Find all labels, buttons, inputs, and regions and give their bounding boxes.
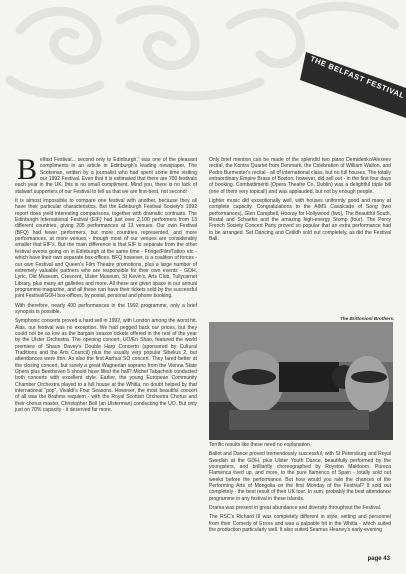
dropcap-letter: B bbox=[17, 153, 38, 186]
paragraph-2: It is almost impossible to compare one festival with another, because they all have their particular characteristics. But the Edinburgh Festival Society's 1992 report does yield interesting comparisons, together with dramatic contrasts. The Edinburgh International Festival (EIF) had just over 2,100 performers from 13 different countries, giving 205 performances at 13 venues. Our own Festival (BFQ) had fewer performers, but more countries represented, and more performances, at more venues - though most of our venues are considerably smaller that EIF's. But the main difference is that EIF is separate from the other festival events going on in Edinburgh at the same time - Fringe/Film/Tattoo etc - which have their own separate box-offices. BFQ however, is a coalition of forces - our own Festival and Queen's Film Theatre promotions, plus a large number of extremely valuable partners who are responsible for their own events - GOH, Lyric, Old Museum, Crescent, Ulster Museum, St Kevin's, Arts Club, Tullycarnet Library, plus many art galleries and more. All these are given space in our annual programme-magazine, and all these can have their tickets sold by the successful joint Festival/GOH box-offices, by postal, personal and phone booking. bbox=[15, 198, 197, 300]
photo-illustration bbox=[209, 322, 393, 440]
paragraph-9: Drama was present in great abundance and diversity throughout the Festival. bbox=[209, 505, 382, 512]
paragraph-6: Lighter music did exceptionally well, with houses uniformly good and many at complete capacity. Congratulations to the AIMS Cavalcade of Song (two performances), Glen Campbell, Hooray for Hollywood (two), The Beautiful South, Rostal and Schaefer and the amazing high-energy Stomp (four). The Percy French Society Concert Party proved so popular that an extra performance had to be arranged. Set Dancing and Ceilidh sold out completely, as did the Festival Ball. bbox=[209, 198, 391, 243]
performers-photo bbox=[209, 322, 393, 440]
paragraph-3: With therefore, nearly 400 performances in the 1992 programme, only a brief synopsis is possible. bbox=[15, 302, 197, 315]
left-text-column bbox=[15, 153, 197, 416]
right-text-column bbox=[209, 157, 391, 245]
right-text-column-lower bbox=[209, 442, 391, 536]
paragraph-1-text: elfast Festival... second only to Edinburgh.” was one of the pleasant compliments in an article in Edinburgh's leading newspaper, The Scotsman, written by a journalist who had spent some time visiting our 1992 Festival. Even that it is estimated that there are 700 festivals each year in the UK, this is no small compliment. Mind you, there is no lack of stalwart supporters of our Festival to tell us that we are first-best, not second! bbox=[15, 157, 197, 195]
paragraph-8: Ballet and Dance proved tremendously successful, with St Petersburg and Royal Swedish at the GOH, plus Ulster Youth Dance, beautifully performed by the youngsters, and brilliantly choreographed by Royston Maldoom. Pureza Flamenca lived up, and more, to the pure flamenco of Spain - totally sold out weeks before the performance. But how would you rate the chances of the Performing Arts of Mongolia on the first Monday of the Festival? It sold out completely - the best result of their UK tour. In sum, probably the best attendance programme in any festival in these islands. bbox=[209, 451, 391, 502]
photo-caption: The Brittonioni Brothers. bbox=[340, 316, 395, 321]
page-number: page 43 bbox=[367, 556, 390, 562]
paragraph-5: Only brief mention can be made of the splendid two piano Demidenko/Alexeev recital, the Kontra Quartet from Denmark, the Celebration of William Walton, and Pedro Burmester's recital - all of international class, but no full houses. The totally extraordinary Empire Brass of Boston, however, did sell out - in the first four days of booking. Combattimenti (Opera Theatre Co, Dublin) was a delightful triple bill (one of them very topical!) and was applauded, but not by enough people. bbox=[209, 157, 391, 195]
intro-paragraph bbox=[15, 153, 197, 195]
paragraph-7: Terrific results like these need no explanation. bbox=[209, 442, 312, 448]
festival-banner-title: THE BELFAST FESTIVAL bbox=[308, 54, 406, 101]
paragraph-10: The RSC's Richard III was completely different in style, setting and personnel from their Comedy of Errors and was a palpable hit in the Whitla - which suited the production particularly well. It also suited Seamus Heaney's early-evening bbox=[209, 514, 391, 534]
paragraph-4: Symphonic concerts proved a hard sell in 1992, with London among the worst hit. Alas, our festival was no exception. We had pegged back our prices, but they could not be as low as the bargain season tickets offered in the rest of the year by the Ulster Orchestra. The opening concert, UO/En Shao, featured the world premiere of Shaun Davey's Double Harp Concerto (sponsored by Cultural Traditions and the Arts Council) plus the usually very popular Sibelius 2, but attendances were thin. As also the first Aarhus SO concert. They fared better at the closing concert, but surely a great Wagnerian soprano from the Vienna State Opera plus Beethoven 5 should have filled the hall? Michel Tabachnik conducted both concerts with excellent style. Earlier, the young European Community Chamber Orchestra played to a full house at the Whitla, no doubt helped by that international “pop”, Vivaldi's Four Seasons. However, the most beautiful concert of all was the Brahms requiem - with the Royal Scottish Orchestra Chorus and their chorus master, Christopher Bell (an Ulsterman) conducting the UO. But only just on 70% capacity - it deserved far more. bbox=[15, 318, 197, 414]
